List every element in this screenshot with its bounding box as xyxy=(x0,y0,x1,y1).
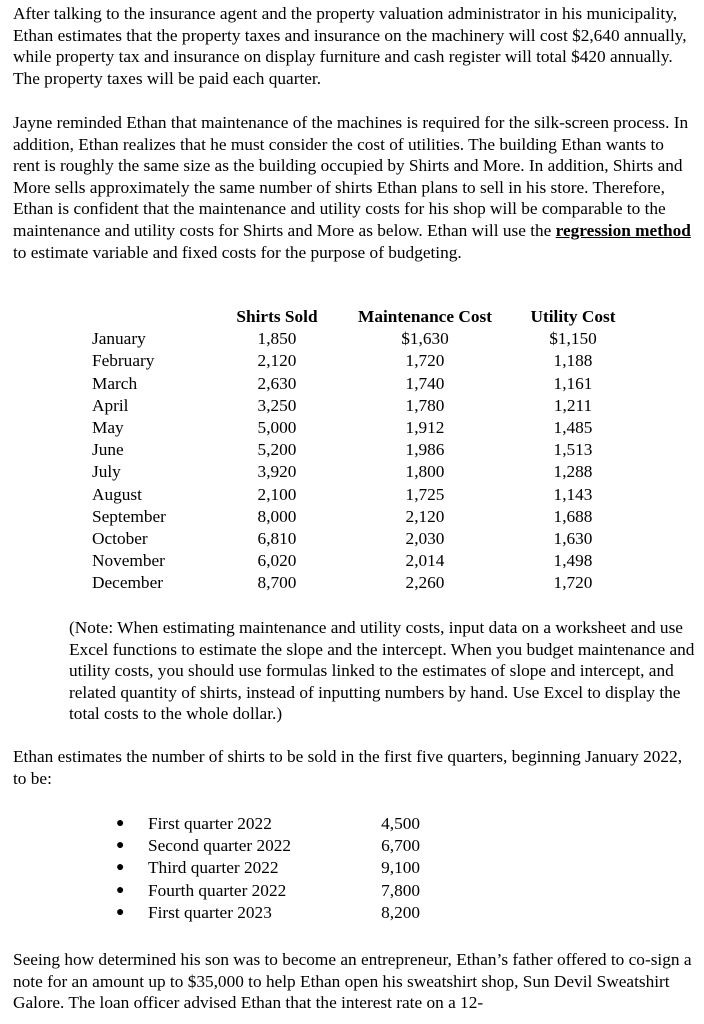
maintenance-cost-cell: 1,725 xyxy=(405,484,445,504)
maintenance-cost-cell: 2,260 xyxy=(405,573,445,593)
utility-cost-cell: 1,513 xyxy=(553,440,593,460)
quarter-quantity: 9,100 xyxy=(381,858,420,878)
utility-cost-cell: $1,150 xyxy=(549,329,597,349)
maintenance-cost-cell: $1,630 xyxy=(401,329,449,349)
paragraph-maintenance xyxy=(13,112,695,263)
bullet-icon: ● xyxy=(116,838,125,854)
excel-note: (Note: When estimating maintenance and utility costs, input data on a worksheet and use Excel functions to estimate the slope and the intercept. When you budget maintenance and utility costs, you should use formulas linked to the estimates of slope and intercept, and related quantity of shirts, instead of inputting numbers by hand. Use Excel to display the total costs to the whole dollar.) xyxy=(69,618,695,724)
month-cell: December xyxy=(92,573,163,593)
shirts-sold-cell: 2,100 xyxy=(257,484,297,504)
table-header-row xyxy=(92,306,638,328)
utility-cost-cell: 1,161 xyxy=(553,373,593,393)
maintenance-cost-cell: 1,740 xyxy=(405,373,445,393)
month-cell: August xyxy=(92,484,142,504)
table-row xyxy=(92,373,638,395)
table-row xyxy=(92,484,638,506)
list-item xyxy=(116,835,420,857)
month-cell: October xyxy=(92,529,148,549)
utility-cost-cell: 1,630 xyxy=(553,529,593,549)
shirts-sold-cell: 5,000 xyxy=(257,418,297,438)
paragraph-loan: Seeing how determined his son was to become an entrepreneur, Ethan’s father offered to co-sign a note for an amount up to $35,000 to help Ethan open his sweatshirt shop, Sun Devil Sweatshirt Galore. The loan officer advised Ethan that the interest rate on a 12- xyxy=(13,950,692,1013)
shirts-sold-cell: 3,920 xyxy=(257,462,297,482)
utility-cost-cell: 1,485 xyxy=(553,418,593,438)
cost-table xyxy=(92,306,638,595)
regression-method-link: regression method xyxy=(555,220,691,240)
utility-cost-cell: 1,720 xyxy=(553,573,593,593)
quarter-label: Third quarter 2022 xyxy=(148,858,279,878)
utility-cost-cell: 1,288 xyxy=(553,462,593,482)
shirts-sold-cell: 3,250 xyxy=(257,395,297,415)
bullet-icon: ● xyxy=(116,816,125,831)
shirts-sold-cell: 1,850 xyxy=(257,329,297,349)
utility-cost-cell: 1,498 xyxy=(553,551,593,571)
quarter-label: Second quarter 2022 xyxy=(148,836,292,856)
table-row xyxy=(92,350,638,372)
month-cell: February xyxy=(92,351,155,371)
paragraph-maintenance-text: Jayne reminded Ethan that maintenance of the machines is required for the silk-screen process. In addition, Ethan realizes that he must consider the cost of utilities. The building Ethan wants to rent is roughly the same size as the building occupied by Shirts and More. In addition, Shirts and More sells approximately the same number of shirts Ethan plans to sell in his store. Therefore, Ethan is confident that the maintenance and utility costs for his shop will be comparable to the maintenance and utility costs for Shirts and More as below. Ethan will use the xyxy=(13,113,689,240)
shirts-sold-cell: 5,200 xyxy=(257,440,297,460)
quarter-quantity: 7,800 xyxy=(381,880,420,900)
shirts-sold-cell: 8,700 xyxy=(257,573,297,593)
table-row xyxy=(92,572,638,594)
month-cell: July xyxy=(92,462,121,482)
header-maintenance-cost: Maintenance Cost xyxy=(358,307,492,326)
shirts-sold-cell: 2,120 xyxy=(257,351,297,371)
quarter-label: Fourth quarter 2022 xyxy=(148,880,287,900)
maintenance-cost-cell: 1,986 xyxy=(405,440,445,460)
header-month xyxy=(92,306,212,328)
quarter-quantity: 6,700 xyxy=(381,836,420,856)
month-cell: November xyxy=(92,551,165,571)
utility-cost-cell: 1,188 xyxy=(553,351,593,371)
quarter-estimates-list xyxy=(116,813,420,924)
quarter-quantity: 8,200 xyxy=(381,902,420,922)
utility-cost-cell: 1,688 xyxy=(553,506,593,526)
quarter-label: First quarter 2022 xyxy=(148,814,272,833)
header-shirts-sold: Shirts Sold xyxy=(236,307,318,326)
shirts-sold-cell: 8,000 xyxy=(257,506,297,526)
month-cell: September xyxy=(92,506,166,526)
bullet-icon: ● xyxy=(116,860,125,876)
maintenance-cost-cell: 1,800 xyxy=(405,462,445,482)
list-item xyxy=(116,902,420,924)
maintenance-cost-cell: 1,780 xyxy=(405,395,445,415)
maintenance-cost-cell: 1,720 xyxy=(405,351,445,371)
paragraph-estimates: Ethan estimates the number of shirts to be sold in the first five quarters, beginning January 2022, to be: xyxy=(13,747,683,788)
utility-cost-cell: 1,143 xyxy=(553,484,593,504)
shirts-sold-cell: 2,630 xyxy=(257,373,297,393)
header-utility-cost: Utility Cost xyxy=(530,307,616,326)
month-cell: May xyxy=(92,418,124,438)
list-item xyxy=(116,880,420,902)
table-row xyxy=(92,328,638,350)
month-cell: January xyxy=(92,329,146,349)
shirts-sold-cell: 6,810 xyxy=(257,529,297,549)
list-item xyxy=(116,857,420,879)
month-cell: June xyxy=(92,440,124,460)
table-row xyxy=(92,528,638,550)
paragraph-maintenance-tail: to estimate variable and fixed costs for the purpose of budgeting. xyxy=(13,242,462,262)
maintenance-cost-cell: 1,912 xyxy=(405,418,445,438)
quarter-label: First quarter 2023 xyxy=(148,902,272,922)
maintenance-cost-cell: 2,030 xyxy=(405,529,445,549)
paragraph-insurance: After talking to the insurance agent and the property valuation administrator in his municipality, Ethan estimates that the property taxes and insurance on the machinery will cost $2,640 annually, while property tax and insurance on display furniture and cash register will total $420 annually. The property taxes will be paid each quarter. xyxy=(13,4,687,88)
list-item xyxy=(116,813,420,835)
shirts-sold-cell: 6,020 xyxy=(257,551,297,571)
month-cell: March xyxy=(92,373,138,393)
table-row xyxy=(92,395,638,417)
utility-cost-cell: 1,211 xyxy=(553,395,593,415)
maintenance-cost-cell: 2,120 xyxy=(405,506,445,526)
month-cell: April xyxy=(92,395,129,415)
maintenance-cost-cell: 2,014 xyxy=(405,551,445,571)
bullet-icon: ● xyxy=(116,882,125,898)
table-row xyxy=(92,461,638,483)
quarter-quantity: 4,500 xyxy=(381,814,420,833)
table-row xyxy=(92,506,638,528)
table-row xyxy=(92,417,638,439)
table-row xyxy=(92,550,638,572)
table-row xyxy=(92,439,638,461)
bullet-icon: ● xyxy=(116,904,125,920)
